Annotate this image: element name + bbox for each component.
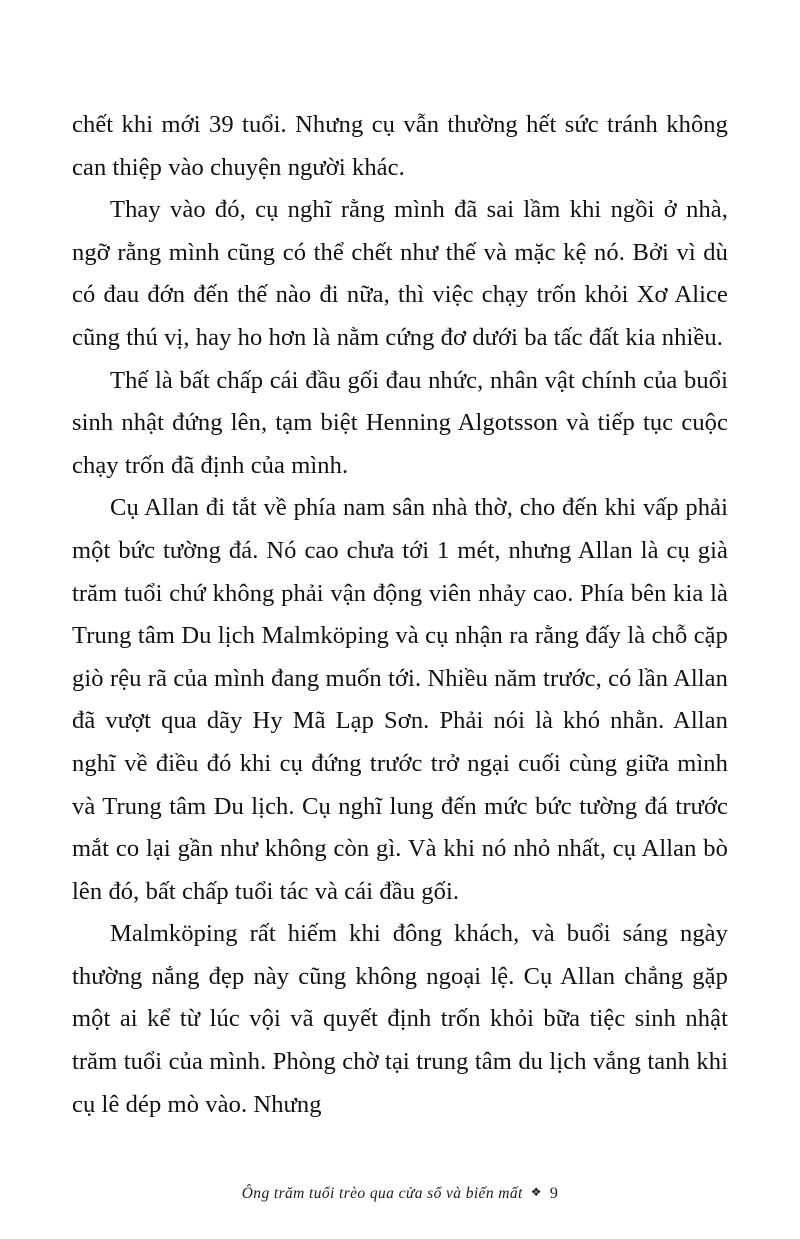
paragraph: chết khi mới 39 tuổi. Nhưng cụ vẫn thường hết sức tránh không can thiệp vào chuyện người khác. — [72, 111, 728, 181]
page-footer — [0, 1185, 800, 1203]
running-footer-title: Ông trăm tuổi trèo qua cửa sổ và biến mất — [241, 1185, 523, 1202]
paragraph: Thế là bất chấp cái đầu gối đau nhức, nhân vật chính của buổi sinh nhật đứng lên, tạm biệt Henning Algotsson và tiếp tục cuộc chạy trốn đã định của mình. — [72, 366, 728, 479]
paragraph: Cụ Allan đi tắt về phía nam sân nhà thờ, cho đến khi vấp phải một bức tường đá. Nó cao chưa tới 1 mét, nhưng Allan là cụ già trăm tuổi chứ không phải vận động viên nhảy cao. Phía bên kia là Trung tâm Du lịch Malmköping và cụ nhận ra rằng đấy là chỗ cặp giò rệu rã của mình đang muốn tới. Nhiều năm trước, có lần Allan đã vượt qua dãy Hy Mã Lạp Sơn. Phải nói là khó nhằn. Allan nghĩ về điều đó khi cụ đứng trước trở ngại cuối cùng giữa mình và Trung tâm Du lịch. Cụ nghĩ lung đến mức bức tường đá trước mắt co lại gần như không còn gì. Và khi nó nhỏ nhất, cụ Allan bò lên đó, bất chấp tuổi tác và cái đầu gối. — [72, 494, 728, 905]
footer-separator-icon: ❖ — [530, 1185, 542, 1199]
page-body — [72, 104, 728, 1126]
paragraph: Thay vào đó, cụ nghĩ rằng mình đã sai lầm khi ngồi ở nhà, ngỡ rằng mình cũng có thể chết như thế và mặc kệ nó. Bởi vì dù có đau đớn đến thế nào đi nữa, thì việc chạy trốn khỏi Xơ Alice cũng thú vị, hay ho hơn là nằm cứng đơ dưới ba tấc đất kia nhiều. — [72, 196, 728, 351]
paragraph: Malmköping rất hiếm khi đông khách, và buổi sáng ngày thường nắng đẹp này cũng không ngoại lệ. Cụ Allan chẳng gặp một ai kể từ lúc vội vã quyết định trốn khỏi bữa tiệc sinh nhật trăm tuổi của mình. Phòng chờ tại trung tâm du lịch vắng tanh khi cụ lê dép mò vào. Nhưng — [72, 920, 728, 1118]
page-number: 9 — [549, 1185, 559, 1202]
